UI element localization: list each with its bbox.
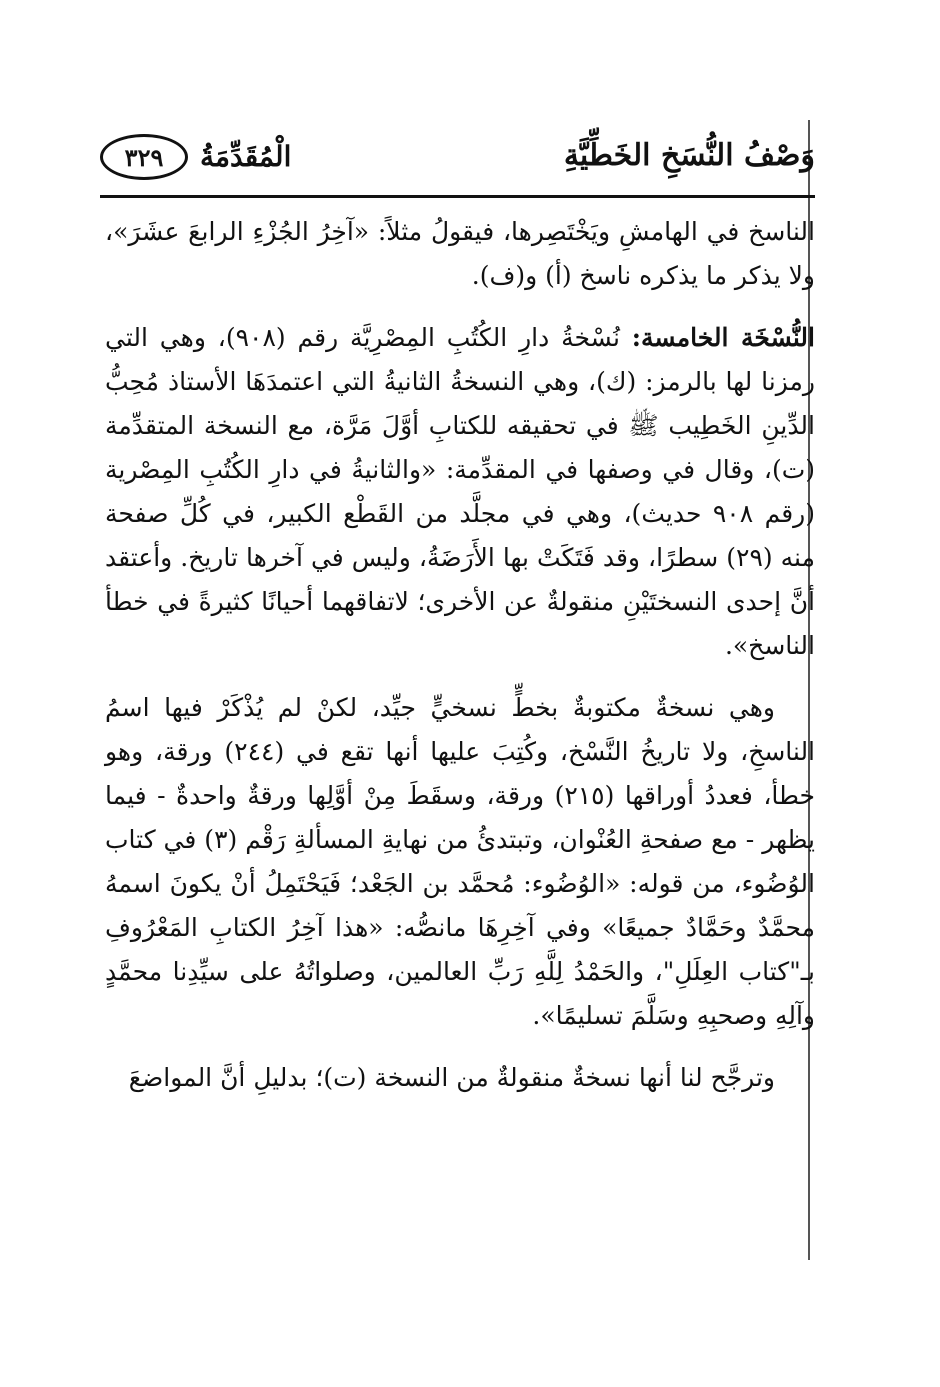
header-title: وَصْفُ النُّسَخِ الخَطِّيَّةِ: [563, 138, 815, 173]
header-section: الْمُقَدِّمَةُ: [200, 140, 292, 173]
body-text: [105, 210, 815, 1118]
paragraph-1-text: الناسخ في الهامشِ ويَخْتَصِرها، فيقولُ مثلاً: «آخِرُ الجُزْءِ الرابعَ عشَرَ»، ولا يذكر ما يذكره ناسخ (أ) و(ف).: [105, 217, 815, 290]
paragraph-2: [105, 316, 815, 668]
page-number: ٣٢٩: [100, 134, 188, 180]
header-section-group: [100, 134, 291, 180]
paragraph-2-heading: النُّسْخَة الخامسة:: [631, 323, 815, 352]
paragraph-1: [105, 210, 815, 298]
page-header: [100, 128, 815, 188]
paragraph-3-text: وهي نسخةٌ مكتوبةٌ بخطٍّ نسخيٍّ جيِّد، لكنْ لم يُذْكَرْ فيها اسمُ الناسخِ، ولا تاريخُ النَّسْخ، وكُتِبَ عليها أنها تقع في (٢٤٤) ورقة، وهو خطأ، فعددُ أوراقها (٢١٥) ورقة، وسقَطَ مِنْ أوَّلِها ورقةٌ واحدةٌ - فيما يظهر - مع صفحةِ العُنْوان، وتبتدئُ من نهايةِ المسألةِ رَقْم (٣) في كتاب الوُضُوء، من قوله: «الوُضُوء: مُحمَّد بن الجَعْد؛ فَيَحْتَمِلُ أنْ يكونَ اسمهُ محمَّدٌ وحَمَّادٌ جميعًا» وفي آخِرِهَا مانصُّه: «هذا آخِرُ الكتابِ المَعْرُوفِ بـ"كتاب العِلَلِ"، والحَمْدُ لِلَّهِ رَبِّ العالمين، وصلواتُهُ على سيِّدِنا محمَّدٍ وآلِهِ وصحبِهِ وسَلَّمَ تسليمًا».: [105, 693, 816, 1030]
paragraph-4: [105, 1056, 815, 1100]
paragraph-2-text: نُسْخةُ دارِ الكُتُبِ المِصْرِيَّة رقم (٩٠٨)، وهي التي رمزنا لها بالرمز: (ك)، وهي النسخةُ الثانيةُ التي اعتمدَهَا الأستاذ مُحِبُّ الدِّينِ الخَطِيب ﷺ في تحقيقه للكتابِ أوَّلَ مَرَّة، مع النسخة المتقدِّمة (ت)، وقال في وصفها في المقدِّمة: «والثانيةُ في دارِ الكُتُبِ المِصْرية (رقم ٩٠٨ حديث)، وهي في مجلَّد من القَطْع الكبير، في كُلِّ صفحة منه (٢٩) سطرًا، وقد فَتَكَتْ بها الأَرَضَةُ، وليس في آخرها تاريخ. وأعتقد أنَّ إحدى النسختَيْنِ منقولةٌ عن الأخرى؛ لاتفاقهما أحيانًا كثيرةً في خطأ الناسخ».: [105, 323, 815, 660]
header-divider: [100, 195, 815, 198]
paragraph-3: [105, 686, 815, 1038]
paragraph-4-text: وترجَّح لنا أنها نسخةٌ منقولةٌ من النسخة (ت)؛ بدليلِ أنَّ المواضعَ: [128, 1063, 775, 1092]
